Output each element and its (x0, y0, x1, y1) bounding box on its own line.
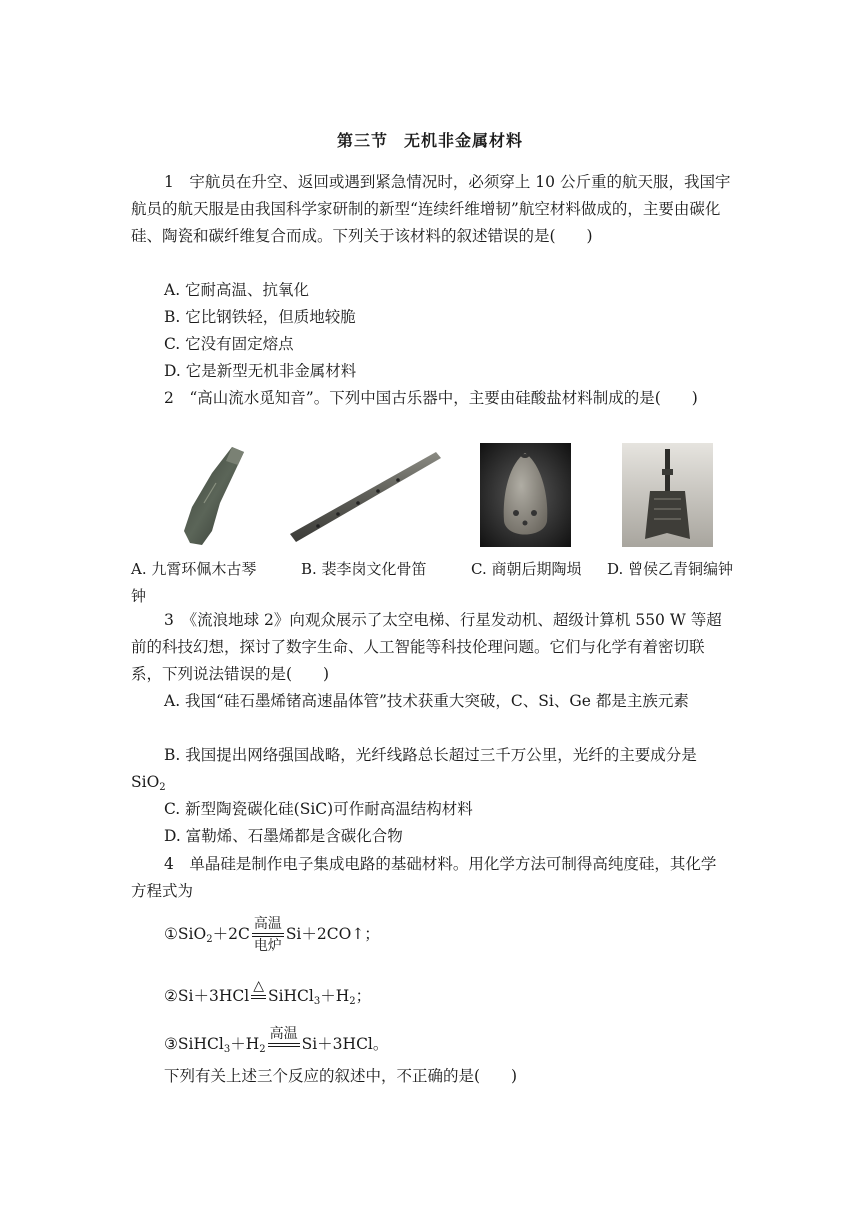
eq1-left-b: ＋2C (212, 925, 250, 943)
eq1-condition-top: 高温 (253, 916, 282, 932)
eq1-number: ① (164, 925, 178, 943)
equation-1 (164, 915, 380, 955)
eq2-condition-top: △ (253, 978, 264, 994)
section-name: 无机非金属材料 (404, 131, 524, 150)
q3-option-b-text: B. 我国提出网络强国战略，光纤线路总长超过三千万公里，光纤的主要成分是 SiO (131, 746, 697, 791)
eq3-sub-2: 2 (259, 1044, 266, 1055)
eq1-left-a: SiO (177, 925, 207, 943)
eq1-sub-1: 2 (206, 934, 213, 945)
q3-option-a[interactable]: A. 我国“硅石墨烯锗高速晶体管”技术获重大突破，C、Si、Ge 都是主族元素 (164, 692, 689, 710)
eq3-left-a: SiHCl (177, 1035, 224, 1053)
q2-option-a[interactable]: A. 九霄环佩木古琴 (131, 560, 257, 578)
section-number: 第三节 (336, 131, 388, 150)
q3-option-b[interactable] (131, 742, 731, 796)
eq2-condition (251, 977, 266, 1017)
q1-option-b[interactable]: B. 它比钢铁轻，但质地较脆 (164, 308, 356, 326)
sio2-subscript: 2 (159, 782, 166, 793)
bone-flute-image (288, 446, 443, 546)
equation-2 (164, 977, 371, 1017)
eq3-sub-1: 3 (223, 1044, 231, 1055)
eq3-condition-top: 高温 (269, 1026, 298, 1042)
eq2-sub-1: 3 (313, 996, 321, 1007)
section-title (0, 128, 860, 151)
eq2-sub-2: 2 (349, 996, 356, 1007)
eq2-right-a: SiHCl (267, 987, 314, 1005)
q2-stem: 2 “高山流水觅知音”。下列中国古乐器中，主要由硅酸盐材料制成的是( ) (164, 389, 698, 407)
eq2-number: ② (164, 987, 178, 1005)
eq2-left: Si＋3HCl (177, 987, 250, 1005)
q4-stem: 4 单晶硅是制作电子集成电路的基础材料。用化学方法可制得高纯度硅，其化学方程式为 (131, 855, 717, 900)
eq1-right: Si＋2CO↑； (285, 925, 380, 943)
q3-stem: 3 《流浪地球 2》向观众展示了太空电梯、行星发动机、超级计算机 550 W 等超前的科技幻想，探讨了数字生命、人工智能等科技伦理问题。它们与化学有着密切联系，下列说法错误的是( ) (131, 611, 722, 683)
q2-option-c[interactable]: C. 商朝后期陶埙 (471, 560, 582, 578)
guqin-image (160, 443, 250, 548)
bronze-bell-image (622, 443, 713, 547)
q1-stem: 1 宇航员在升空、返回或遇到紧急情况时，必须穿上 10 公斤重的航天服，我国宇航员的航天服是由我国科学家研制的新型“连续纤维增韧”航空材料做成的，主要由碳化硅、陶瓷和碳纤维复合而成。下列关于该材料的叙述错误的是( ) (131, 173, 731, 245)
q2-option-d[interactable]: D. 曾侯乙青铜编钟 (607, 560, 734, 578)
eq1-condition-bottom: 电炉 (253, 938, 282, 954)
q3-option-d[interactable]: D. 富勒烯、石墨烯都是含碳化合物 (164, 827, 403, 845)
q2-option-b[interactable]: B. 裴李岗文化骨笛 (301, 560, 427, 578)
q1-option-c[interactable]: C. 它没有固定熔点 (164, 335, 294, 353)
eq3-condition (268, 1025, 300, 1065)
q3-option-c[interactable]: C. 新型陶瓷碳化硅(SiC)可作耐高温结构材料 (164, 800, 473, 818)
eq2-right-c: ； (355, 987, 372, 1005)
q4-question: 下列有关上述三个反应的叙述中，不正确的是( ) (164, 1067, 518, 1085)
eq3-number: ③ (164, 1035, 178, 1053)
eq3-left-b: ＋H (230, 1035, 260, 1053)
pottery-xun-image (480, 443, 571, 547)
q1-option-a[interactable]: A. 它耐高温、抗氧化 (164, 281, 310, 299)
q1-option-d[interactable]: D. 它是新型无机非金属材料 (164, 362, 357, 380)
eq1-condition (252, 915, 284, 955)
equation-3 (164, 1025, 388, 1065)
eq3-right: Si＋3HCl。 (301, 1035, 389, 1053)
eq2-right-b: ＋H (320, 987, 350, 1005)
q2-option-d-wrap: 钟 (131, 587, 147, 605)
